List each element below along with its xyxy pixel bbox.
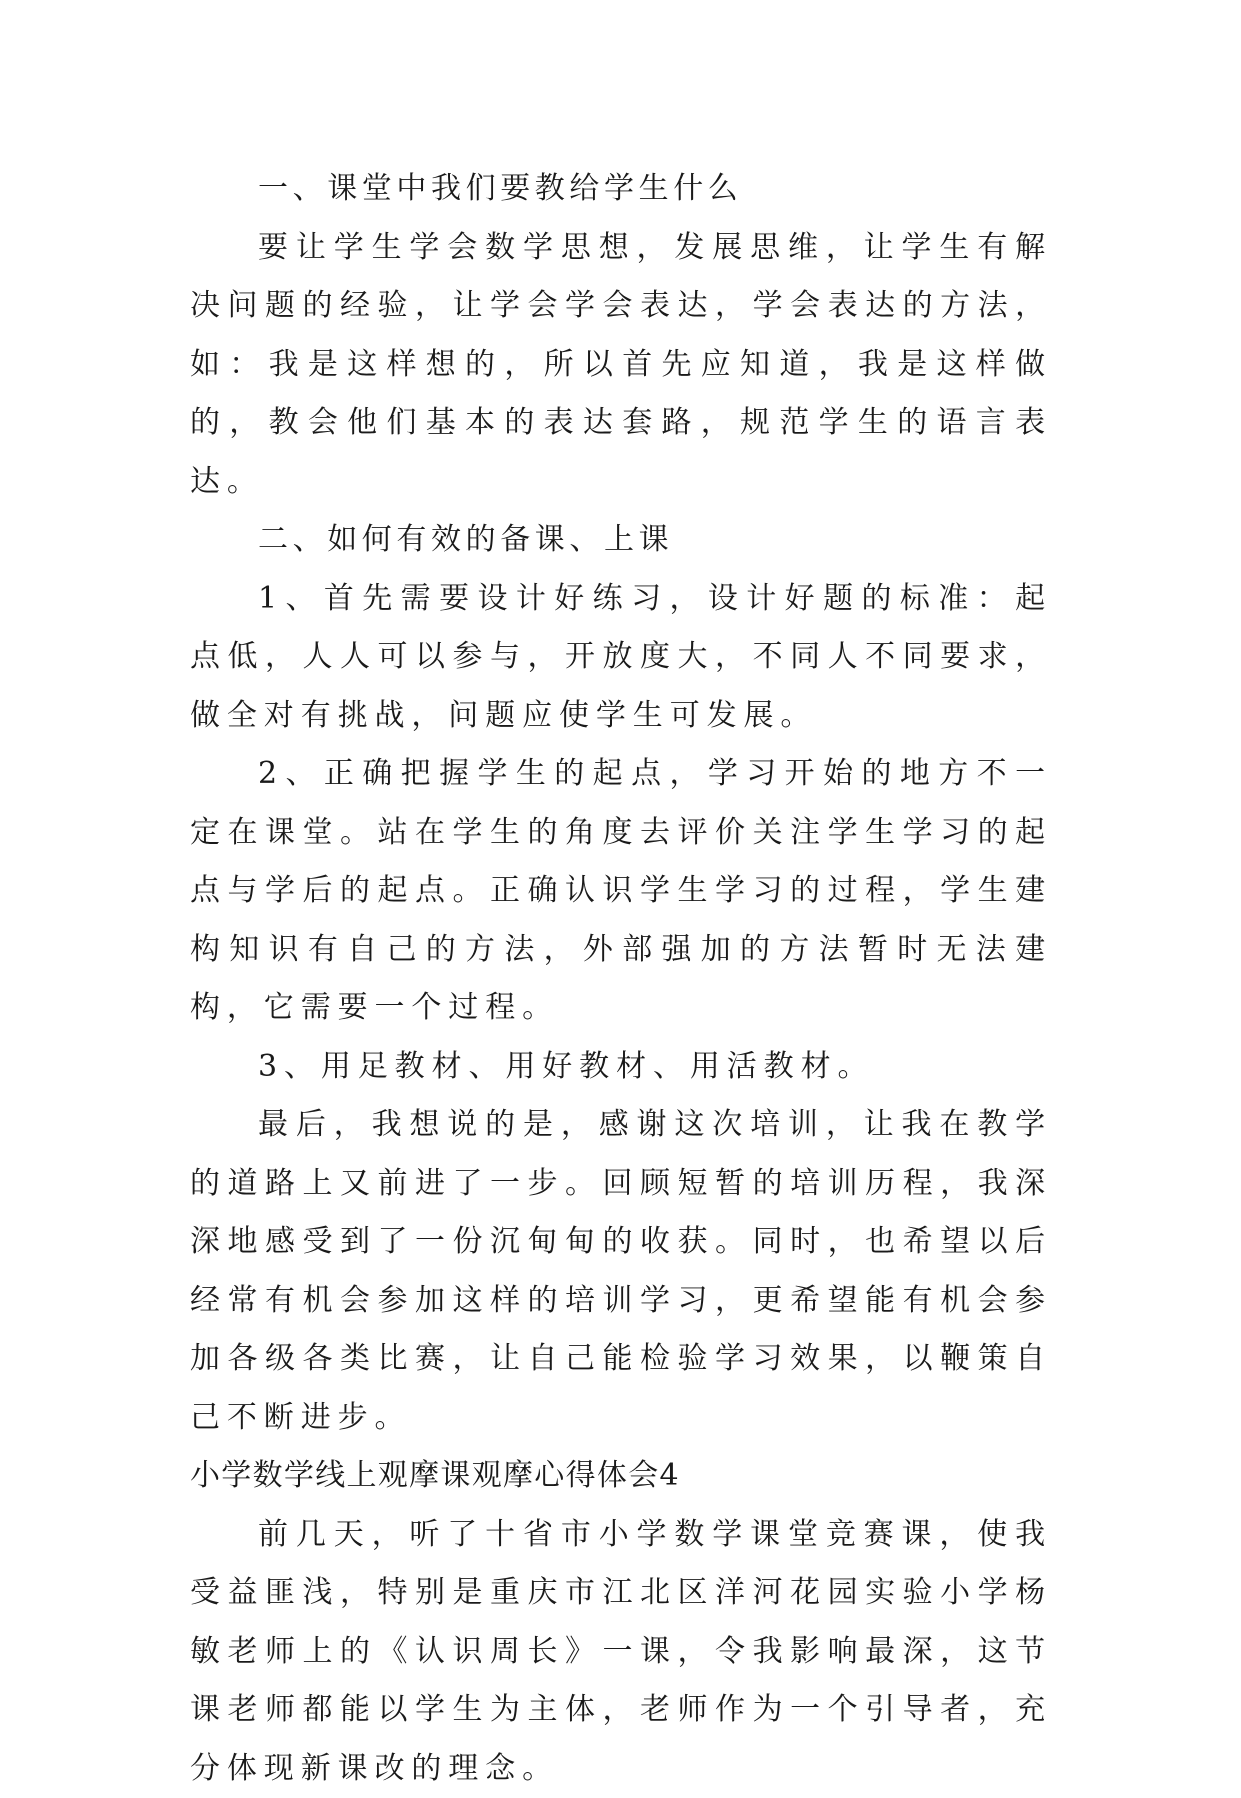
- document-body: [190, 160, 1052, 1798]
- article-title: 小学数学线上观摩课观摩心得体会4: [190, 1447, 1052, 1506]
- section-heading-1: 一、课堂中我们要教给学生什么: [190, 160, 1052, 219]
- paragraph-5: 最后，我想说的是，感谢这次培训，让我在教学的道路上又前进了一步。回顾短暂的培训历程，我深深地感受到了一份沉甸甸的收获。同时，也希望以后经常有机会参加这样的培训学习，更希望能有机会参加各级各类比赛，让自己能检验学习效果，以鞭策自己不断进步。: [190, 1096, 1052, 1447]
- paragraph-2: 1、首先需要设计好练习，设计好题的标准：起点低，人人可以参与，开放度大，不同人不同要求，做全对有挑战，问题应使学生可发展。: [190, 570, 1052, 746]
- paragraph-1: 要让学生学会数学思想，发展思维，让学生有解决问题的经验，让学会学会表达，学会表达的方法，如：我是这样想的，所以首先应知道，我是这样做的，教会他们基本的表达套路，规范学生的语言表达。: [190, 219, 1052, 512]
- paragraph-6: 前几天，听了十省市小学数学课堂竞赛课，使我受益匪浅，特别是重庆市江北区洋河花园实验小学杨敏老师上的《认识周长》一课，令我影响最深，这节课老师都能以学生为主体，老师作为一个引导者，充分体现新课改的理念。: [190, 1506, 1052, 1798]
- paragraph-4: 3、用足教材、用好教材、用活教材。: [190, 1038, 1052, 1097]
- paragraph-3: 2、正确把握学生的起点，学习开始的地方不一定在课堂。站在学生的角度去评价关注学生学习的起点与学后的起点。正确认识学生学习的过程，学生建构知识有自己的方法，外部强加的方法暂时无法建构，它需要一个过程。: [190, 745, 1052, 1038]
- section-heading-2: 二、如何有效的备课、上课: [190, 511, 1052, 570]
